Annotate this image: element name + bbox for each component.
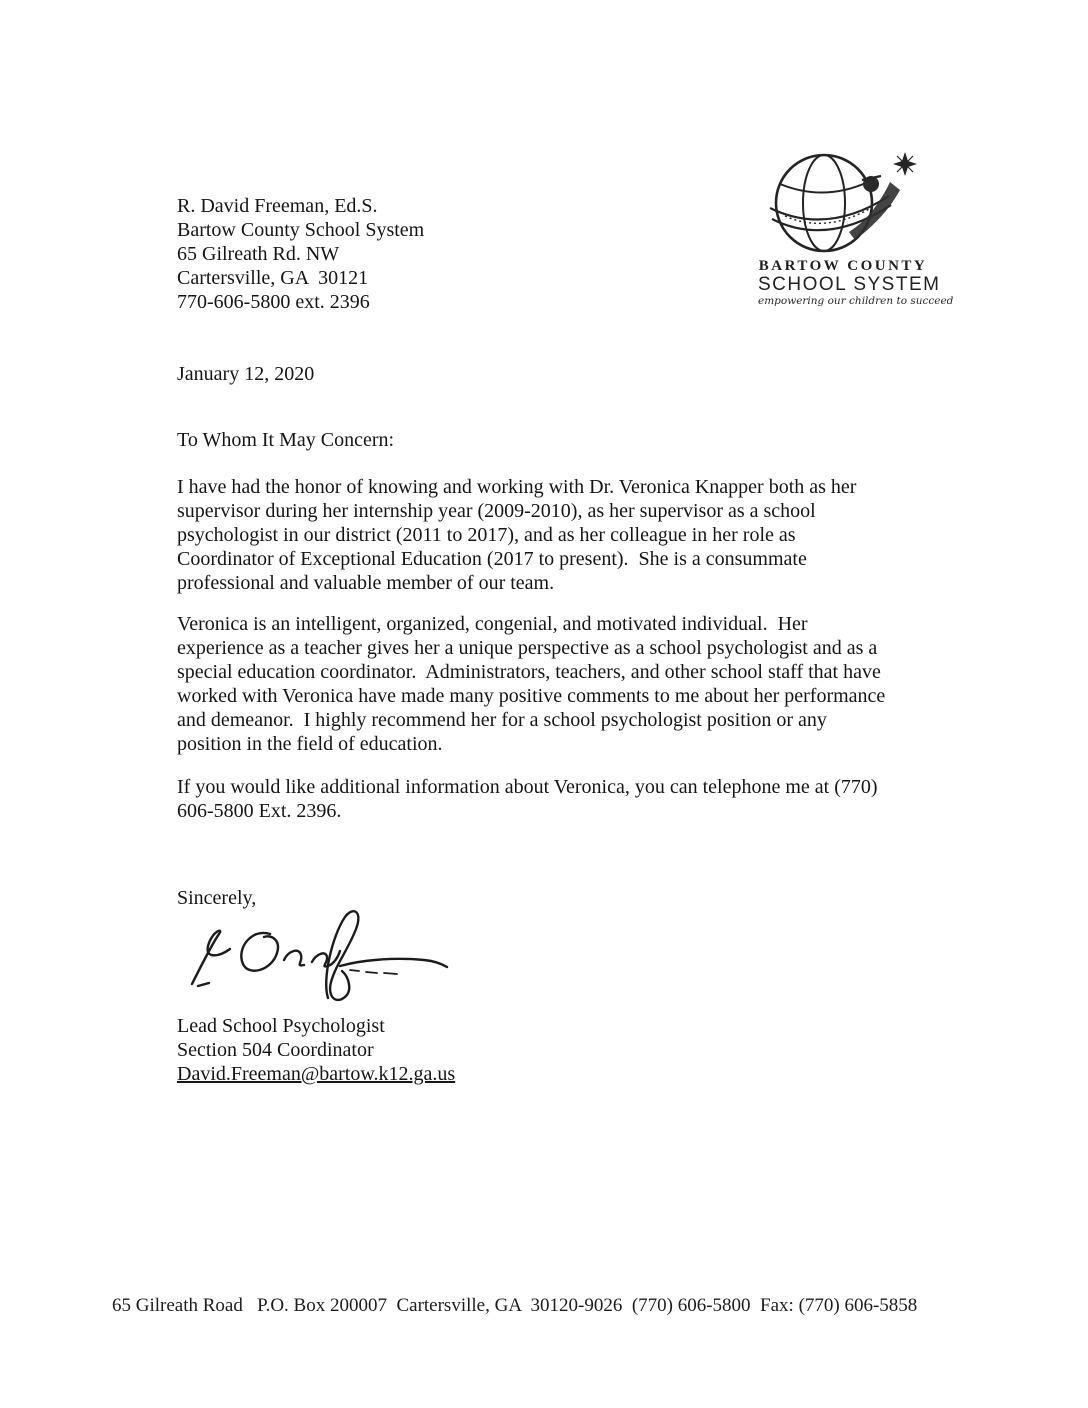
paragraph-line: position in the field of education. bbox=[177, 733, 443, 755]
sender-name: R. David Freeman, Ed.S. bbox=[177, 195, 378, 217]
paragraph-3 bbox=[177, 775, 878, 823]
paragraph-line: and demeanor. I highly recommend her for a school psychologist position or any bbox=[177, 709, 827, 731]
paragraph-line: psychologist in our district (2011 to 2017), and as her colleague in her role as bbox=[177, 524, 796, 546]
paragraph-1 bbox=[177, 475, 856, 595]
paragraph-line: Veronica is an intelligent, organized, congenial, and motivated individual. Her bbox=[177, 613, 808, 635]
sender-city: Cartersville, GA 30121 bbox=[177, 267, 369, 289]
logo-tagline: empowering our children to succeed bbox=[758, 295, 954, 307]
paragraph-line: special education coordinator. Administrators, teachers, and other school staff that have bbox=[177, 661, 881, 683]
paragraph-line: 606-5800 Ext. 2396. bbox=[177, 800, 342, 822]
footer-address-line: 65 Gilreath Road P.O. Box 200007 Cartersville, GA 30120-9026 (770) 606-5800 Fax: (770) 606-5858 bbox=[112, 1295, 918, 1316]
paragraph-line: If you would like additional information about Veronica, you can telephone me at (770) bbox=[177, 776, 878, 798]
paragraph-line: professional and valuable member of our team. bbox=[177, 572, 555, 594]
school-system-logo bbox=[758, 150, 954, 308]
signoff-block bbox=[177, 1014, 455, 1086]
letter-date: January 12, 2020 bbox=[177, 363, 315, 385]
logo-text-bartow-county: BARTOW COUNTY bbox=[758, 258, 928, 274]
closing: Sincerely, bbox=[177, 887, 257, 909]
sender-org: Bartow County School System bbox=[177, 219, 425, 241]
globe-child-star-icon bbox=[767, 150, 919, 258]
logo-text-school-system: SCHOOL SYSTEM bbox=[758, 274, 941, 295]
paragraph-line: I have had the honor of knowing and working with Dr. Veronica Knapper both as her bbox=[177, 476, 857, 498]
sender-street: 65 Gilreath Rd. NW bbox=[177, 243, 340, 265]
sender-address-block bbox=[177, 194, 424, 314]
paragraph-line: supervisor during her internship year (2009-2010), as her supervisor as a school bbox=[177, 500, 816, 522]
sender-phone: 770-606-5800 ext. 2396 bbox=[177, 291, 370, 313]
signoff-title-1: Lead School Psychologist bbox=[177, 1015, 385, 1037]
handwritten-signature bbox=[178, 902, 458, 1007]
signoff-email-link[interactable]: David.Freeman@bartow.k12.ga.us bbox=[177, 1063, 456, 1085]
signoff-title-2: Section 504 Coordinator bbox=[177, 1039, 374, 1061]
paragraph-line: Coordinator of Exceptional Education (2017 to present). She is a consummate bbox=[177, 548, 807, 570]
salutation: To Whom It May Concern: bbox=[177, 429, 395, 451]
paragraph-2 bbox=[177, 612, 885, 756]
paragraph-line: experience as a teacher gives her a unique perspective as a school psychologist and as a bbox=[177, 637, 878, 659]
paragraph-line: worked with Veronica have made many positive comments to me about her performance bbox=[177, 685, 886, 707]
